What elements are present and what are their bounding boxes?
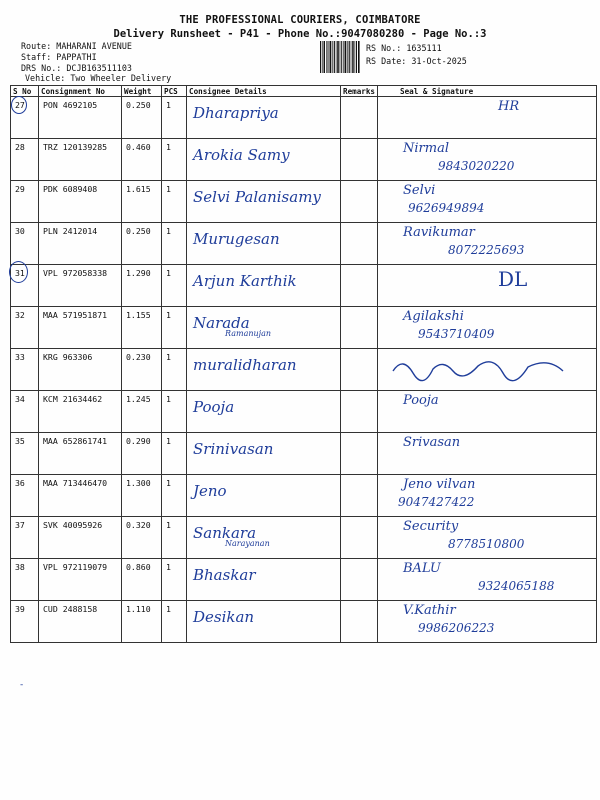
table-header-row (11, 86, 597, 97)
row-consignment-no: PON 4692105 (39, 97, 122, 139)
row-weight: 0.460 (122, 139, 162, 181)
runsheet-table (10, 85, 597, 643)
row-signature-cell (378, 559, 597, 601)
row-pcs: 1 (162, 349, 187, 391)
row-weight: 0.250 (122, 223, 162, 265)
table-row (11, 559, 597, 601)
consignee-name: Bhaskar (193, 566, 256, 584)
row-pcs: 1 (162, 559, 187, 601)
row-sno: 29 (11, 181, 39, 223)
row-consignee-cell (187, 97, 341, 139)
row-consignment-no: MAA 571951871 (39, 307, 122, 349)
row-signature-cell (378, 307, 597, 349)
row-consignee-cell (187, 307, 341, 349)
signature-scribble (388, 351, 578, 385)
signature: DL (498, 267, 528, 291)
row-sno: 27 (11, 97, 39, 139)
row-consignee-cell (187, 265, 341, 307)
row-sno: 37 (11, 517, 39, 559)
signature: HR (498, 99, 520, 114)
col-header-pcs: PCS (162, 86, 187, 97)
consignee-name: Dharapriya (193, 104, 279, 122)
row-signature-cell (378, 139, 597, 181)
table-row (11, 517, 597, 559)
table-row (11, 139, 597, 181)
row-pcs: 1 (162, 265, 187, 307)
row-consignee-cell (187, 391, 341, 433)
table-row (11, 223, 597, 265)
drs-number: DRS No.: DCJB163511103 (21, 63, 132, 73)
barcode-image (320, 41, 360, 73)
consignee-name: muralidharan (193, 356, 297, 374)
consignee-name: Murugesan (193, 230, 280, 248)
consignee-name: Srinivasan (193, 440, 274, 458)
row-sno: 33 (11, 349, 39, 391)
signature: Pooja (403, 393, 439, 408)
consignee-name: Arokia Samy (193, 146, 290, 164)
row-consignment-no: MAA 652861741 (39, 433, 122, 475)
row-consignment-no: MAA 713446470 (39, 475, 122, 517)
row-signature-cell (378, 391, 597, 433)
signature: Srivasan (403, 435, 461, 450)
table-row (11, 97, 597, 139)
signature: Jeno vilvan (403, 477, 476, 492)
row-consignment-no: KRG 963306 (39, 349, 122, 391)
row-consignee-cell (187, 223, 341, 265)
row-pcs: 1 (162, 601, 187, 643)
consignee-name-line2: Narayanan (225, 539, 270, 548)
row-signature-cell (378, 349, 597, 391)
row-weight: 1.300 (122, 475, 162, 517)
consignee-name: Arjun Karthik (193, 272, 297, 290)
runsheet-subtitle: Delivery Runsheet - P41 - Phone No.:9047080280 - Page No.:3 (113, 28, 487, 40)
col-header-consignee: Consignee Details (187, 86, 341, 97)
row-consignee-cell (187, 433, 341, 475)
row-remarks (341, 265, 378, 307)
signature-phone: 9543710409 (418, 327, 495, 341)
row-sno: 35 (11, 433, 39, 475)
staff-label: Staff: PAPPATHI (21, 52, 97, 62)
signature-phone: 8072225693 (448, 243, 525, 257)
row-sno: 32 (11, 307, 39, 349)
row-consignment-no: VPL 972058338 (39, 265, 122, 307)
circled-sno-27 (11, 96, 27, 114)
row-sno: 30 (11, 223, 39, 265)
row-pcs: 1 (162, 391, 187, 433)
signature-phone: 9047427422 (398, 495, 475, 509)
signature-phone: 9986206223 (418, 621, 495, 635)
signature-phone: 9843020220 (438, 159, 515, 173)
row-pcs: 1 (162, 223, 187, 265)
row-signature-cell (378, 433, 597, 475)
row-sno: 38 (11, 559, 39, 601)
row-pcs: 1 (162, 475, 187, 517)
table-row (11, 433, 597, 475)
row-consignee-cell (187, 559, 341, 601)
row-sno: 36 (11, 475, 39, 517)
consignee-name: Desikan (193, 608, 255, 626)
signature-phone: 8778510800 (448, 537, 525, 551)
row-consignment-no: SVK 40095926 (39, 517, 122, 559)
row-remarks (341, 517, 378, 559)
row-consignee-cell (187, 475, 341, 517)
row-weight: 1.245 (122, 391, 162, 433)
consignee-name-line2: Ramanujan (225, 329, 272, 338)
rs-number: RS No.: 1635111 (366, 43, 442, 53)
row-remarks (341, 475, 378, 517)
table-row (11, 349, 597, 391)
row-consignee-cell (187, 349, 341, 391)
row-remarks (341, 601, 378, 643)
vehicle-label: Vehicle: Two Wheeler Delivery (25, 73, 172, 83)
signature: Agilakshi (403, 309, 464, 324)
row-weight: 1.110 (122, 601, 162, 643)
col-header-consignment: Consignment No (39, 86, 122, 97)
row-signature-cell (378, 181, 597, 223)
col-header-weight: Weight (122, 86, 162, 97)
row-remarks (341, 391, 378, 433)
signature-phone: 9324065188 (478, 579, 555, 593)
consignee-name: Pooja (193, 398, 235, 416)
row-consignment-no: PLN 2412014 (39, 223, 122, 265)
row-remarks (341, 307, 378, 349)
row-signature-cell (378, 97, 597, 139)
row-signature-cell (378, 517, 597, 559)
signature-phone: 9626949894 (408, 201, 485, 215)
table-row (11, 391, 597, 433)
table-row (11, 181, 597, 223)
pen-mark: - (20, 680, 24, 690)
row-consignment-no: PDK 6089408 (39, 181, 122, 223)
row-sno: 31 (11, 265, 39, 307)
row-pcs: 1 (162, 181, 187, 223)
consignee-name: Sankara (193, 524, 257, 542)
consignee-name: Selvi Palanisamy (193, 188, 321, 206)
row-consignee-cell (187, 139, 341, 181)
row-pcs: 1 (162, 139, 187, 181)
row-consignee-cell (187, 517, 341, 559)
row-consignee-cell (187, 181, 341, 223)
row-pcs: 1 (162, 517, 187, 559)
table-row (11, 475, 597, 517)
row-consignment-no: VPL 972119079 (39, 559, 122, 601)
signature: Ravikumar (403, 225, 475, 240)
row-signature-cell (378, 601, 597, 643)
row-remarks (341, 223, 378, 265)
rs-date: RS Date: 31-Oct-2025 (366, 56, 467, 66)
col-header-sno: S No (11, 86, 39, 97)
signature: Selvi (403, 183, 436, 198)
table-row (11, 265, 597, 307)
row-remarks (341, 139, 378, 181)
row-signature-cell (378, 265, 597, 307)
signature: BALU (403, 561, 441, 576)
row-consignee-cell (187, 601, 341, 643)
signature: Nirmal (403, 141, 449, 156)
signature: V.Kathir (403, 603, 456, 618)
row-pcs: 1 (162, 307, 187, 349)
row-remarks (341, 97, 378, 139)
row-consignment-no: KCM 21634462 (39, 391, 122, 433)
row-consignment-no: TRZ 120139285 (39, 139, 122, 181)
row-sno: 28 (11, 139, 39, 181)
row-weight: 1.615 (122, 181, 162, 223)
company-title: THE PROFESSIONAL COURIERS, COIMBATORE (179, 14, 421, 26)
row-remarks (341, 433, 378, 475)
row-pcs: 1 (162, 433, 187, 475)
row-weight: 0.320 (122, 517, 162, 559)
row-weight: 0.860 (122, 559, 162, 601)
table-row (11, 601, 597, 643)
row-weight: 1.290 (122, 265, 162, 307)
row-remarks (341, 349, 378, 391)
row-pcs: 1 (162, 97, 187, 139)
row-weight: 0.230 (122, 349, 162, 391)
row-weight: 0.250 (122, 97, 162, 139)
route-label: Route: MAHARANI AVENUE (21, 41, 132, 51)
row-signature-cell (378, 475, 597, 517)
row-sno: 34 (11, 391, 39, 433)
row-consignment-no: CUD 2488158 (39, 601, 122, 643)
col-header-remarks: Remarks (341, 86, 378, 97)
col-header-signature: Seal & Signature (378, 86, 597, 97)
circled-sno-31 (9, 261, 28, 283)
row-remarks (341, 181, 378, 223)
consignee-name: Jeno (193, 482, 227, 500)
row-remarks (341, 559, 378, 601)
row-weight: 0.290 (122, 433, 162, 475)
table-row (11, 307, 597, 349)
signature: Security (403, 519, 459, 534)
consignee-name: Narada (193, 314, 250, 332)
row-sno: 39 (11, 601, 39, 643)
row-weight: 1.155 (122, 307, 162, 349)
row-signature-cell (378, 223, 597, 265)
